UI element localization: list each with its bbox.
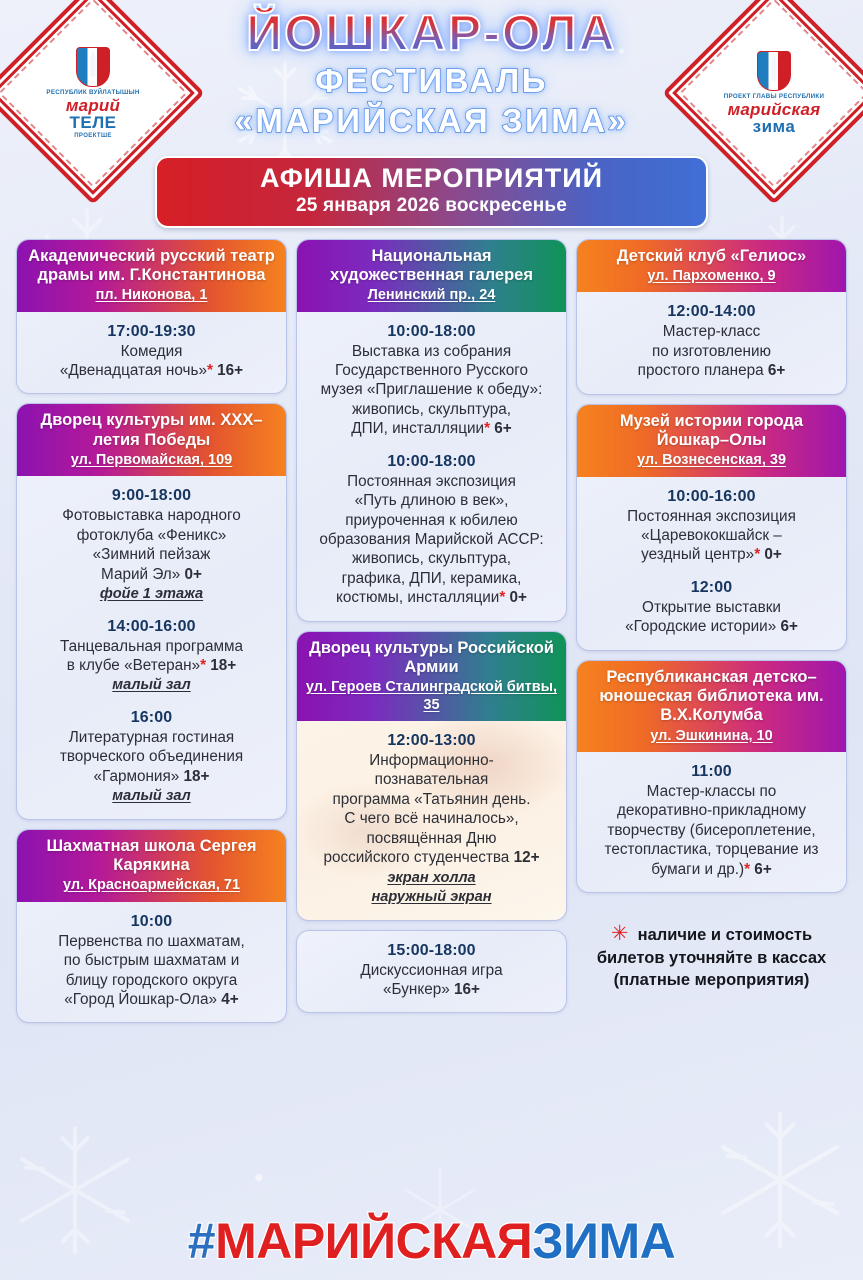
age-rating: 16+ bbox=[212, 361, 244, 379]
emblem-mariy-tele bbox=[14, 14, 172, 172]
event-desc-line: Комедия bbox=[120, 342, 183, 360]
venue-card[interactable] bbox=[576, 239, 847, 395]
venue-card-header bbox=[17, 830, 286, 902]
festival-word: ФЕСТИВАЛЬ bbox=[315, 62, 548, 99]
venue-name: Национальная художественная галерея bbox=[330, 246, 533, 284]
venue-card-header bbox=[17, 240, 286, 312]
venue-card-body bbox=[297, 931, 566, 1013]
events-column-3 bbox=[576, 239, 847, 992]
event-desc-line: по быстрым шахматам и bbox=[63, 952, 240, 970]
event-description bbox=[307, 342, 556, 439]
hashtag-blue: ЗИМА bbox=[532, 1213, 676, 1269]
event-entry bbox=[587, 763, 836, 879]
event-desc-line: творческого объединения bbox=[59, 748, 244, 766]
paid-asterisk-icon: * bbox=[200, 657, 207, 675]
coat-of-arms-icon bbox=[757, 51, 791, 91]
venue-address: ул. Пархоменко, 9 bbox=[647, 267, 776, 284]
event-desc-line: фотоклуба «Феникс» bbox=[76, 526, 227, 544]
events-banner bbox=[155, 156, 708, 228]
event-desc-line: Государственного Русского bbox=[334, 361, 529, 379]
event-entry bbox=[27, 323, 276, 381]
venue-card[interactable] bbox=[296, 239, 567, 622]
event-description bbox=[307, 961, 556, 1000]
event-desc-line: тестопластика, торцевание из bbox=[604, 841, 819, 859]
event-desc-line: Литературная гостиная bbox=[68, 728, 235, 746]
age-rating: 6+ bbox=[776, 618, 798, 636]
paid-asterisk-icon: * bbox=[484, 420, 491, 438]
event-desc-line: «Город Йошкар-Ола» bbox=[64, 991, 217, 1009]
venue-name: Дворец культуры Российской Армии bbox=[309, 638, 554, 676]
emblem-big-text-2: зима bbox=[752, 116, 796, 136]
venue-name: Дворец культуры им. XXX–летия Победы bbox=[40, 411, 263, 449]
event-desc-line: российского студенчества bbox=[323, 849, 510, 867]
age-rating: 6+ bbox=[490, 420, 512, 438]
event-desc-line: приуроченная к юбилею bbox=[345, 511, 518, 529]
event-desc-line: в клубе «Ветеран» bbox=[66, 657, 201, 675]
emblem-big-text-2: ТЕЛЕ bbox=[69, 112, 117, 132]
event-entry bbox=[27, 618, 276, 695]
event-desc-line: Марий Эл» bbox=[101, 565, 181, 583]
event-time: 11:00 bbox=[691, 762, 732, 780]
event-desc-line: «Гармония» bbox=[93, 767, 180, 785]
venue-card-header bbox=[17, 404, 286, 476]
event-entry bbox=[307, 453, 556, 608]
event-hall-secondary: наружный экран bbox=[371, 889, 492, 906]
event-desc-line: уездный центр» bbox=[641, 546, 755, 564]
venue-card[interactable] bbox=[576, 660, 847, 893]
event-time: 15:00-18:00 bbox=[387, 941, 476, 959]
event-description bbox=[307, 751, 556, 907]
ticket-footnote bbox=[576, 920, 847, 992]
event-desc-line: С чего всё начиналось», bbox=[344, 810, 519, 828]
event-desc-line: посвящённая Дню bbox=[366, 829, 497, 847]
event-time: 10:00-16:00 bbox=[667, 487, 756, 505]
event-desc-line: ДПИ, инсталляции bbox=[351, 420, 485, 438]
venue-card[interactable] bbox=[16, 403, 287, 819]
venue-card-body bbox=[17, 902, 286, 1023]
venue-address: ул. Эшкинина, 10 bbox=[650, 727, 773, 744]
event-desc-line: творчеству (бисероплетение, bbox=[607, 821, 816, 839]
venue-address: ул. Героев Сталинградской битвы, 35 bbox=[305, 679, 558, 713]
emblem-big-text: марийская bbox=[727, 99, 821, 119]
event-desc-line: простого планера bbox=[637, 362, 764, 380]
venue-card-header bbox=[297, 632, 566, 721]
age-rating: 4+ bbox=[217, 991, 239, 1009]
event-time: 10:00-18:00 bbox=[387, 322, 476, 340]
city-title: ЙОШКАР-ОЛА bbox=[0, 8, 863, 58]
venue-name: Шахматная школа Сергея Карякина bbox=[46, 836, 257, 875]
event-entry bbox=[307, 942, 556, 1000]
event-desc-line: живопись, скульптура, bbox=[351, 400, 512, 418]
events-columns bbox=[0, 228, 863, 1024]
age-rating: 18+ bbox=[206, 657, 237, 675]
emblem-mariyskaya-zima bbox=[695, 14, 853, 172]
event-desc-line: костюмы, инсталляции bbox=[336, 589, 500, 607]
venue-card-header bbox=[297, 240, 566, 312]
event-desc-line: Информационно- bbox=[369, 751, 494, 769]
venue-card[interactable] bbox=[296, 631, 567, 921]
emblem-top-text: ПРОЕКТ ГЛАВЫ РЕСПУБЛИКИ bbox=[723, 93, 825, 101]
event-description bbox=[27, 728, 276, 806]
venue-card-body bbox=[577, 477, 846, 650]
event-desc-line: «Путь длиною в век», bbox=[354, 492, 509, 510]
event-desc-line: «Царевококшайск – bbox=[641, 526, 782, 544]
hashtag-symbol: # bbox=[187, 1213, 216, 1269]
emblem-big-text: марий bbox=[65, 95, 121, 115]
event-entry bbox=[27, 913, 276, 1010]
event-desc-line: Дискуссионная игра bbox=[360, 961, 503, 979]
event-description bbox=[307, 472, 556, 608]
age-rating: 6+ bbox=[750, 860, 772, 878]
event-desc-line: Мастер-классы по bbox=[646, 782, 777, 800]
venue-card-body bbox=[17, 476, 286, 818]
venue-card-body bbox=[577, 752, 846, 892]
events-column-1 bbox=[16, 239, 287, 1024]
event-time: 12:00-13:00 bbox=[387, 731, 476, 749]
age-rating: 0+ bbox=[180, 565, 202, 583]
paid-asterisk-icon: * bbox=[754, 546, 761, 564]
venue-address: Ленинский пр., 24 bbox=[367, 287, 496, 304]
venue-name: Детский клуб «Гелиос» bbox=[616, 246, 807, 265]
event-desc-line: бумаги и др.) bbox=[651, 860, 745, 878]
footnote-star-icon: ✳ bbox=[610, 922, 629, 945]
age-rating: 16+ bbox=[449, 981, 480, 998]
event-desc-line: Танцевальная программа bbox=[60, 637, 243, 655]
festival-name: «МАРИЙСКАЯ ЗИМА» bbox=[234, 101, 629, 139]
event-description bbox=[587, 782, 836, 879]
poster-header bbox=[0, 0, 863, 228]
venue-name: Музей истории города Йошкар–Олы bbox=[619, 411, 804, 449]
event-time: 17:00-19:30 bbox=[107, 322, 196, 340]
event-desc-line: образования Марийской АССР: bbox=[319, 530, 544, 548]
event-desc-line: программа «Татьянин день. bbox=[332, 790, 531, 808]
footnote-line-3: (платные мероприятия) bbox=[613, 970, 810, 989]
venue-address: ул. Первомайская, 109 bbox=[70, 451, 233, 468]
banner-date: 25 января 2026 воскресенье bbox=[295, 194, 568, 216]
venue-card[interactable] bbox=[296, 930, 567, 1014]
venue-address: пл. Никонова, 1 bbox=[95, 287, 208, 304]
event-desc-line: декоративно-прикладному bbox=[616, 802, 807, 820]
emblem-top-text: РЕСПУБЛИК ВУЙЛАТЫШЫН bbox=[46, 89, 140, 97]
venue-card-body bbox=[17, 312, 286, 394]
event-entry bbox=[307, 323, 556, 439]
event-entry bbox=[27, 709, 276, 806]
venue-card[interactable] bbox=[576, 404, 847, 651]
event-desc-line: «Двенадцатая ночь» bbox=[59, 361, 207, 379]
event-desc-line: познавательная bbox=[374, 771, 489, 789]
event-time: 14:00-16:00 bbox=[107, 617, 196, 635]
event-description bbox=[587, 598, 836, 637]
event-entry bbox=[587, 579, 836, 637]
age-rating: 0+ bbox=[760, 546, 782, 564]
event-desc-line: Первенства по шахматам, bbox=[58, 932, 245, 950]
event-desc-line: «Бункер» bbox=[383, 981, 450, 998]
age-rating: 12+ bbox=[509, 849, 540, 867]
event-hall: экран холла bbox=[387, 869, 476, 886]
event-desc-line: Выставка из собрания bbox=[351, 342, 512, 360]
paid-asterisk-icon: * bbox=[744, 860, 751, 878]
venue-card-body bbox=[297, 312, 566, 621]
venue-card-body bbox=[297, 721, 566, 920]
venue-card[interactable] bbox=[16, 239, 287, 395]
hashtag-banner bbox=[0, 1213, 863, 1269]
event-desc-line: «Городские истории» bbox=[625, 618, 777, 636]
event-hall: фойе 1 этажа bbox=[99, 586, 204, 603]
event-desc-line: музея «Приглашение к обеду»: bbox=[320, 381, 543, 399]
event-time: 10:00 bbox=[130, 912, 173, 930]
event-desc-line: блицу городского округа bbox=[65, 971, 238, 989]
event-desc-line: Фотовыставка народного bbox=[62, 507, 241, 525]
venue-card[interactable] bbox=[16, 829, 287, 1024]
event-hall: малый зал bbox=[112, 677, 191, 694]
event-time: 12:00-14:00 bbox=[667, 303, 756, 321]
event-time: 10:00-18:00 bbox=[387, 452, 476, 470]
event-description bbox=[27, 506, 276, 603]
age-rating: 0+ bbox=[505, 589, 527, 607]
event-time: 12:00 bbox=[690, 578, 733, 596]
footnote-line-2: билетов уточняйте в кассах bbox=[596, 948, 827, 967]
event-desc-line: по изготовлению bbox=[651, 342, 772, 360]
banner-title: АФИША МЕРОПРИЯТИЙ bbox=[259, 162, 604, 193]
paid-asterisk-icon: * bbox=[499, 589, 506, 607]
event-desc-line: Открытие выставки bbox=[642, 598, 781, 616]
event-entry bbox=[587, 303, 836, 380]
event-entry bbox=[587, 488, 836, 565]
event-time: 9:00-18:00 bbox=[111, 487, 192, 505]
venue-card-header bbox=[577, 661, 846, 752]
venue-address: ул. Вознесенская, 39 bbox=[636, 452, 787, 469]
event-desc-line: графика, ДПИ, керамика, bbox=[341, 569, 522, 587]
venue-address: ул. Красноармейская, 71 bbox=[62, 877, 241, 894]
event-description bbox=[27, 342, 276, 381]
event-description bbox=[27, 932, 276, 1010]
event-description bbox=[587, 507, 836, 565]
venue-card-header bbox=[577, 405, 846, 477]
event-desc-line: «Зимний пейзаж bbox=[92, 546, 211, 564]
event-description bbox=[587, 322, 836, 380]
venue-name: Академический русский театр драмы им. Г.Константинова bbox=[28, 246, 275, 284]
events-column-2 bbox=[296, 239, 567, 1014]
coat-of-arms-icon bbox=[76, 47, 110, 87]
event-desc-line: Мастер-класс bbox=[662, 323, 761, 341]
footnote-line-1: наличие и стоимость bbox=[637, 926, 813, 944]
event-desc-line: живопись, скульптура, bbox=[351, 550, 512, 568]
venue-card-body bbox=[577, 292, 846, 393]
age-rating: 18+ bbox=[179, 767, 210, 785]
venue-card-header bbox=[577, 240, 846, 293]
event-desc-line: Постоянная экспозиция bbox=[627, 507, 796, 525]
event-entry bbox=[307, 732, 556, 907]
event-entry bbox=[27, 487, 276, 603]
event-desc-line: Постоянная экспозиция bbox=[347, 472, 516, 490]
venue-name: Республиканская детско–юношеская библиотека им. В.Х.Колумба bbox=[599, 667, 824, 725]
emblem-sub-text: ПРОЕКТШЕ bbox=[74, 132, 112, 139]
hashtag-red: МАРИЙСКАЯ bbox=[215, 1213, 533, 1269]
event-hall: малый зал bbox=[112, 788, 191, 805]
event-time: 16:00 bbox=[130, 708, 173, 726]
event-description bbox=[27, 637, 276, 695]
paid-asterisk-icon: * bbox=[206, 361, 213, 379]
age-rating: 6+ bbox=[763, 362, 786, 380]
